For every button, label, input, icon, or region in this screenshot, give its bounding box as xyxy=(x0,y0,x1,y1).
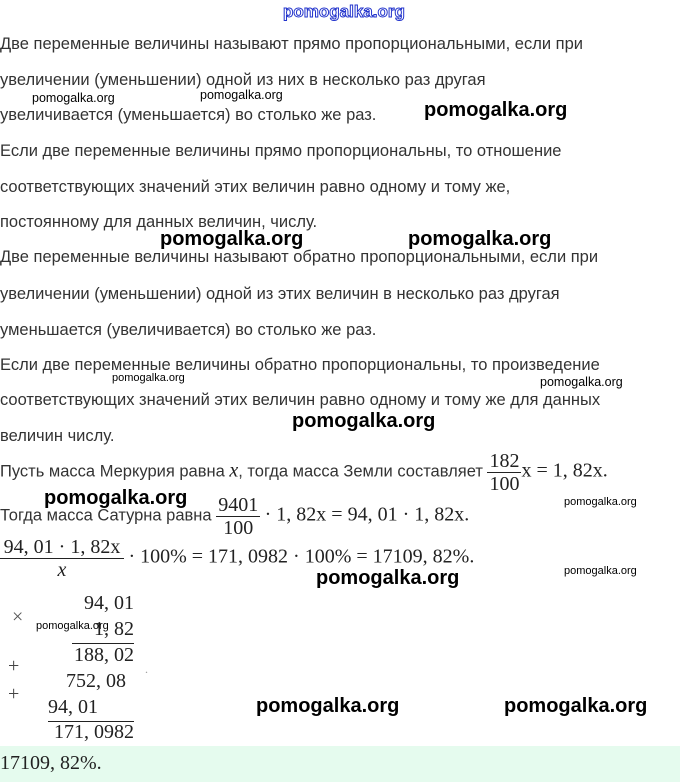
text-line: увеличении (уменьшении) одной из них в несколько раз другая xyxy=(0,71,486,89)
formula: · 1, 82x = 94, 01 · 1, 82x. xyxy=(264,503,470,526)
text: Тогда масса Сатурна равна xyxy=(0,506,217,525)
plus-sign: + xyxy=(8,683,20,705)
watermark: pomogalka.org xyxy=(292,410,436,432)
watermark: pomogalka.org xyxy=(408,228,552,250)
numerator: 9401 xyxy=(218,494,259,516)
times-sign: × xyxy=(12,606,24,628)
watermark: pomogalka.org xyxy=(540,375,623,389)
answer-box xyxy=(0,746,680,782)
watermark: pomogalka.org xyxy=(160,228,304,250)
text-line: увеличении (уменьшении) одной из этих величин в несколько раз другая xyxy=(0,285,560,303)
multiplicand: 94, 01 xyxy=(84,592,134,614)
fraction xyxy=(0,536,124,581)
text-line: величин числу. xyxy=(0,427,115,445)
text-line: Если две переменные величины обратно пропорциональны, то произведение xyxy=(0,356,600,374)
watermark: pomogalka.org xyxy=(564,565,637,577)
watermark: pomogalka.org xyxy=(32,91,115,105)
text-line: соответствующих значений этих величин равно одному и тому же для данных xyxy=(0,391,601,409)
watermark: pomogalka.org xyxy=(564,496,637,508)
text-line: уменьшается (увеличивается) во столько же раз. xyxy=(0,321,377,339)
partial-product: 94, 01 xyxy=(48,696,98,718)
plus-sign: + xyxy=(8,655,20,677)
numerator: 94, 01 · 1, 82x xyxy=(0,536,124,559)
watermark: pomogalka.org xyxy=(44,487,188,509)
partial-product: 188, 02 xyxy=(74,644,134,666)
watermark: pomogalka.org xyxy=(504,695,648,717)
fraction xyxy=(487,450,521,495)
watermark: pomogalka.org xyxy=(256,695,400,717)
text: Пусть масса Меркурия равна xyxy=(0,462,230,481)
formula: x = 1, 82x. xyxy=(521,459,608,482)
multiplier: 1, 82 xyxy=(94,618,134,640)
watermark: pomogalka.org xyxy=(200,88,283,102)
text-line: соответствующих значений этих величин равно одному и тому же, xyxy=(0,178,511,196)
product: 171, 0982 xyxy=(54,721,134,743)
denominator: 100 xyxy=(489,473,520,495)
partial-product: 752, 08 xyxy=(66,670,126,692)
text-line: Две переменные величины называют обратно пропорциональными, если при xyxy=(0,248,599,266)
denominator: 100 xyxy=(223,517,254,539)
watermark: pomogalka.org xyxy=(36,620,109,632)
watermark: pomogalka.org xyxy=(316,567,460,589)
watermark: pomogalka.org xyxy=(283,2,405,21)
watermark: pomogalka.org xyxy=(112,372,185,384)
denominator: x xyxy=(57,559,67,581)
text: , тогда масса Земли составляет xyxy=(238,462,488,481)
text-line: постоянному для данных величин, числу. xyxy=(0,213,318,231)
watermark: pomogalka.org xyxy=(424,99,568,121)
text-line: Две переменные величины называют прямо пропорциональными, если при xyxy=(0,35,583,53)
numerator: 182 xyxy=(489,450,520,472)
dot: . xyxy=(145,662,148,676)
text-line: Если две переменные величины прямо пропорциональны, то отношение xyxy=(0,142,562,160)
fraction xyxy=(216,494,260,539)
answer: 17109, 82%. xyxy=(0,752,102,774)
text-line: увеличивается (уменьшается) во столько же раз. xyxy=(0,106,377,124)
formula: · 100% = 171, 0982 · 100% = 17109, 82%. xyxy=(128,545,475,568)
variable: x xyxy=(229,459,239,482)
